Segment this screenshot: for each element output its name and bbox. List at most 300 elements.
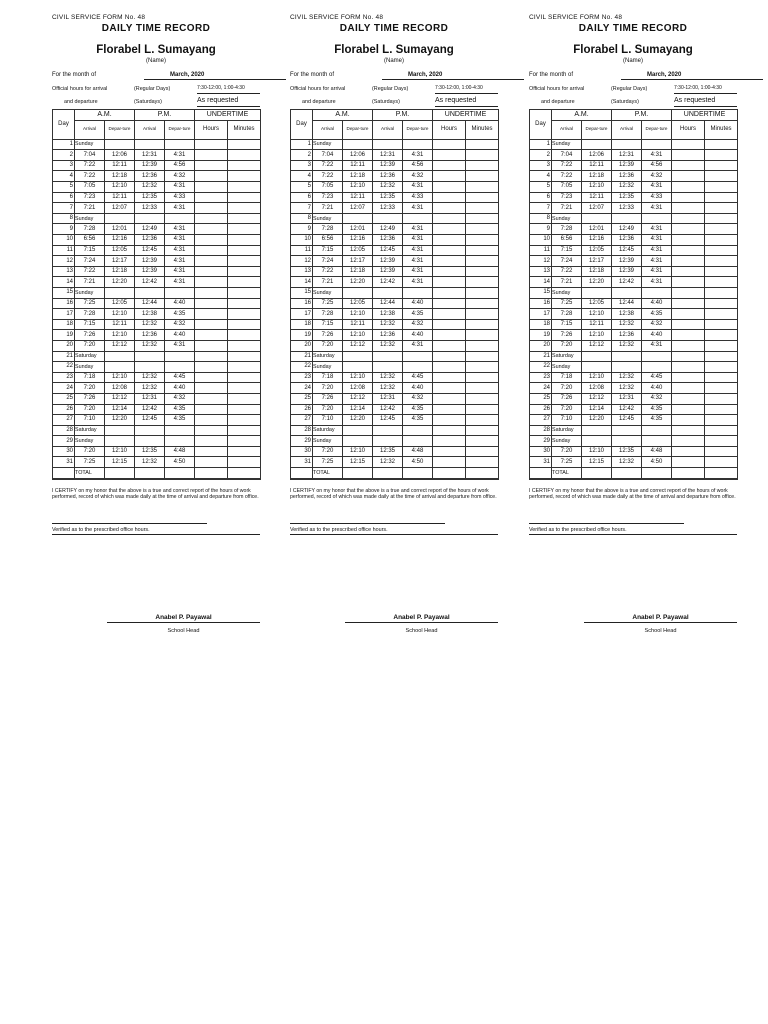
am-departure-cell: 12:14 xyxy=(343,404,373,415)
am-departure-cell: 12:10 xyxy=(582,309,612,320)
am-departure-cell: 12:18 xyxy=(343,266,373,277)
am-arrival-cell: 7:04 xyxy=(313,150,343,161)
am-arrival-cell: 7:18 xyxy=(313,372,343,383)
am-arrival-cell: 7:22 xyxy=(313,160,343,171)
table-row xyxy=(291,425,499,436)
pm-departure-cell: 4:40 xyxy=(642,383,672,394)
am-departure-cell: 12:20 xyxy=(105,415,135,426)
total-value-cell xyxy=(672,468,705,479)
am-arrival-header: Arrival xyxy=(313,120,343,139)
undertime-hours-cell xyxy=(195,150,228,161)
day-cell: 13 xyxy=(530,266,552,277)
pm-arrival-header: Arrival xyxy=(373,120,403,139)
am-departure-cell: 12:11 xyxy=(343,160,373,171)
table-row xyxy=(291,298,499,309)
undertime-minutes-cell xyxy=(705,160,738,171)
form-number: CIVIL SERVICE FORM No. 48 xyxy=(52,14,146,21)
am-arrival-cell: 7:28 xyxy=(313,224,343,235)
pm-departure-cell xyxy=(165,351,195,362)
form-title: DAILY TIME RECORD xyxy=(578,23,688,35)
table-row xyxy=(53,192,261,203)
am-arrival-cell: 7:20 xyxy=(552,383,582,394)
table-row xyxy=(530,192,738,203)
undertime-hours-cell xyxy=(433,298,466,309)
day-cell: 29 xyxy=(53,436,75,447)
am-arrival-cell: 7:28 xyxy=(552,224,582,235)
am-departure-cell: 12:11 xyxy=(582,160,612,171)
pm-arrival-cell: 12:32 xyxy=(373,372,403,383)
am-departure-cell xyxy=(105,425,135,436)
pm-arrival-cell: 12:31 xyxy=(373,393,403,404)
name-caption: (Name) xyxy=(383,58,404,65)
undertime-minutes-cell xyxy=(705,383,738,394)
undertime-minutes-cell xyxy=(466,277,499,288)
pm-arrival-cell: 12:32 xyxy=(373,457,403,468)
undertime-hours-cell xyxy=(433,404,466,415)
am-departure-cell: 12:06 xyxy=(343,150,373,161)
undertime-minutes-cell xyxy=(228,298,261,309)
pm-departure-cell xyxy=(403,287,433,298)
table-row xyxy=(53,393,261,404)
table-row xyxy=(530,383,738,394)
form-number: CIVIL SERVICE FORM No. 48 xyxy=(290,14,384,21)
am-arrival-cell: 7:20 xyxy=(552,404,582,415)
day-cell: 12 xyxy=(291,256,313,267)
day-cell: 27 xyxy=(53,415,75,426)
day-cell: 9 xyxy=(291,224,313,235)
pm-arrival-cell: 12:32 xyxy=(135,372,165,383)
am-departure-cell: 12:11 xyxy=(105,192,135,203)
pm-departure-cell: 4:31 xyxy=(642,340,672,351)
am-departure-cell: 12:18 xyxy=(105,266,135,277)
undertime-minutes-cell xyxy=(705,404,738,415)
table-row xyxy=(530,235,738,246)
pm-departure-cell: 4:50 xyxy=(642,457,672,468)
pm-arrival-cell: 12:32 xyxy=(373,383,403,394)
pm-departure-cell: 4:31 xyxy=(403,277,433,288)
undertime-minutes-header: Minutes xyxy=(228,120,261,139)
pm-departure-header: Depar-ture xyxy=(642,120,672,139)
undertime-hours-cell xyxy=(433,266,466,277)
am-departure-cell: 12:18 xyxy=(105,171,135,182)
pm-arrival-cell: 12:35 xyxy=(612,192,642,203)
pm-departure-cell: 4:32 xyxy=(642,319,672,330)
undertime-hours-cell xyxy=(672,235,705,246)
day-cell: 19 xyxy=(53,330,75,341)
am-arrival-cell: 7:10 xyxy=(552,415,582,426)
undertime-minutes-cell xyxy=(705,340,738,351)
day-cell: 24 xyxy=(530,383,552,394)
pm-departure-cell xyxy=(403,362,433,373)
pm-departure-cell: 4:33 xyxy=(165,192,195,203)
table-row xyxy=(291,393,499,404)
am-arrival-cell: 6:56 xyxy=(552,235,582,246)
employee-signature-line xyxy=(529,501,684,524)
pm-arrival-cell: 12:45 xyxy=(612,415,642,426)
day-cell: 19 xyxy=(291,330,313,341)
undertime-hours-cell xyxy=(195,171,228,182)
undertime-minutes-cell xyxy=(228,404,261,415)
day-cell: 18 xyxy=(291,319,313,330)
undertime-hours-header: Hours xyxy=(433,120,466,139)
undertime-minutes-cell xyxy=(228,182,261,193)
undertime-minutes-cell xyxy=(466,330,499,341)
pm-header: P.M. xyxy=(612,110,672,121)
day-cell: 21 xyxy=(291,351,313,362)
undertime-minutes-cell xyxy=(228,330,261,341)
table-row xyxy=(291,340,499,351)
pm-arrival-cell xyxy=(135,362,165,373)
regular-hours-value: 7:30-12:00, 1:00-4:30 xyxy=(435,86,498,94)
table-row xyxy=(530,256,738,267)
pm-departure-cell: 4:48 xyxy=(165,446,195,457)
undertime-hours-cell xyxy=(672,446,705,457)
am-departure-cell: 12:15 xyxy=(582,457,612,468)
am-arrival-cell: 7:15 xyxy=(75,319,105,330)
form-number: CIVIL SERVICE FORM No. 48 xyxy=(529,14,623,21)
undertime-hours-cell xyxy=(433,203,466,214)
table-row xyxy=(530,362,738,373)
am-departure-cell: 12:15 xyxy=(343,457,373,468)
pm-arrival-cell: 12:49 xyxy=(612,224,642,235)
undertime-minutes-cell xyxy=(705,182,738,193)
pm-arrival-cell: 12:42 xyxy=(612,277,642,288)
am-departure-cell: 12:20 xyxy=(105,277,135,288)
saturdays-label: (Saturdays) xyxy=(611,99,639,106)
day-cell: 12 xyxy=(530,256,552,267)
pm-departure-cell: 4:35 xyxy=(642,404,672,415)
day-cell: 11 xyxy=(53,245,75,256)
total-value-cell xyxy=(343,468,373,479)
undertime-minutes-cell xyxy=(228,203,261,214)
pm-arrival-cell: 12:42 xyxy=(373,404,403,415)
pm-departure-cell: 4:33 xyxy=(403,192,433,203)
undertime-minutes-cell xyxy=(705,256,738,267)
pm-departure-cell: 4:31 xyxy=(165,150,195,161)
undertime-minutes-cell xyxy=(705,446,738,457)
day-cell: 25 xyxy=(291,393,313,404)
am-arrival-cell: 7:23 xyxy=(313,192,343,203)
day-cell: 9 xyxy=(530,224,552,235)
undertime-minutes-cell xyxy=(705,266,738,277)
pm-departure-cell: 4:31 xyxy=(165,182,195,193)
pm-departure-cell: 4:31 xyxy=(642,203,672,214)
am-arrival-cell: 7:15 xyxy=(75,245,105,256)
day-cell: 7 xyxy=(291,203,313,214)
pm-departure-cell: 4:31 xyxy=(403,340,433,351)
undertime-hours-cell xyxy=(672,404,705,415)
am-arrival-cell: 7:20 xyxy=(313,404,343,415)
undertime-hours-cell xyxy=(672,298,705,309)
table-row xyxy=(291,213,499,224)
undertime-hours-cell xyxy=(433,150,466,161)
am-departure-cell: 12:10 xyxy=(582,330,612,341)
am-departure-cell xyxy=(582,436,612,447)
day-cell: 20 xyxy=(53,340,75,351)
day-cell: 7 xyxy=(53,203,75,214)
undertime-minutes-cell xyxy=(228,309,261,320)
undertime-hours-cell xyxy=(433,139,466,150)
saturday-hours-value: As requested xyxy=(435,97,498,107)
pm-arrival-cell: 12:38 xyxy=(135,309,165,320)
am-departure-cell: 12:05 xyxy=(582,298,612,309)
table-row xyxy=(53,266,261,277)
undertime-hours-cell xyxy=(195,235,228,246)
day-note-cell: Saturday xyxy=(552,351,582,362)
pm-arrival-cell: 12:44 xyxy=(612,298,642,309)
am-departure-cell xyxy=(343,287,373,298)
undertime-hours-cell xyxy=(672,213,705,224)
pm-arrival-cell: 12:33 xyxy=(373,203,403,214)
undertime-hours-cell xyxy=(195,287,228,298)
undertime-hours-cell xyxy=(195,446,228,457)
day-cell: 15 xyxy=(291,287,313,298)
month-label: For the month of xyxy=(290,72,335,79)
undertime-minutes-cell xyxy=(466,203,499,214)
pm-departure-cell: 4:45 xyxy=(642,372,672,383)
day-note-cell: Saturday xyxy=(313,425,343,436)
table-row xyxy=(291,383,499,394)
table-row xyxy=(291,192,499,203)
pm-arrival-cell: 12:32 xyxy=(135,383,165,394)
pm-arrival-cell: 12:42 xyxy=(612,404,642,415)
undertime-hours-cell xyxy=(433,192,466,203)
pm-arrival-cell: 12:31 xyxy=(135,393,165,404)
pm-departure-cell: 4:31 xyxy=(642,150,672,161)
pm-departure-header: Depar-ture xyxy=(403,120,433,139)
undertime-minutes-header: Minutes xyxy=(705,120,738,139)
pm-arrival-cell: 12:36 xyxy=(612,171,642,182)
day-cell: 8 xyxy=(530,213,552,224)
undertime-minutes-cell xyxy=(228,277,261,288)
day-note-cell: Sunday xyxy=(75,362,105,373)
undertime-minutes-cell xyxy=(466,266,499,277)
pm-departure-cell: 4:32 xyxy=(642,393,672,404)
total-value-cell xyxy=(373,468,403,479)
am-departure-cell: 12:18 xyxy=(582,266,612,277)
official-hours-row xyxy=(529,81,737,97)
am-arrival-cell: 7:15 xyxy=(313,319,343,330)
table-row xyxy=(291,277,499,288)
pm-arrival-cell: 12:36 xyxy=(373,235,403,246)
pm-arrival-cell: 12:42 xyxy=(135,277,165,288)
pm-arrival-cell: 12:32 xyxy=(373,319,403,330)
am-departure-cell: 12:20 xyxy=(343,277,373,288)
name-caption: (Name) xyxy=(145,58,166,65)
total-value-cell xyxy=(582,468,612,479)
am-departure-cell: 12:07 xyxy=(105,203,135,214)
pm-arrival-cell: 12:33 xyxy=(612,203,642,214)
undertime-hours-cell xyxy=(672,425,705,436)
month-value: March, 2020 xyxy=(144,72,286,80)
pm-departure-cell: 4:48 xyxy=(403,446,433,457)
pm-departure-cell: 4:31 xyxy=(403,245,433,256)
certification-text: I CERTIFY on my honor that the above is a true and correct report of the hours of work performed, record of which was made daily at the time of arrival and departure from office. xyxy=(290,487,497,501)
dtr-form-3 xyxy=(529,14,737,634)
pm-arrival-cell: 12:32 xyxy=(612,372,642,383)
pm-arrival-cell: 12:44 xyxy=(135,298,165,309)
pm-departure-cell: 4:31 xyxy=(403,224,433,235)
am-arrival-cell: 7:28 xyxy=(75,309,105,320)
day-cell: 22 xyxy=(291,362,313,373)
am-arrival-cell: 7:26 xyxy=(75,330,105,341)
day-cell: 18 xyxy=(53,319,75,330)
am-arrival-cell: 7:22 xyxy=(313,266,343,277)
verified-text: Verified as to the prescribed office hours. xyxy=(52,527,260,535)
undertime-minutes-cell xyxy=(466,393,499,404)
pm-arrival-cell: 12:31 xyxy=(612,150,642,161)
undertime-hours-cell xyxy=(672,256,705,267)
pm-departure-cell: 4:31 xyxy=(165,266,195,277)
am-arrival-cell: 7:21 xyxy=(552,277,582,288)
am-arrival-cell: 7:22 xyxy=(313,171,343,182)
school-head-title: School Head xyxy=(644,628,677,634)
day-cell: 3 xyxy=(291,160,313,171)
am-arrival-cell: 7:21 xyxy=(75,277,105,288)
pm-departure-cell xyxy=(165,362,195,373)
pm-departure-cell xyxy=(642,287,672,298)
saturdays-label: (Saturdays) xyxy=(372,99,400,106)
am-departure-cell xyxy=(343,362,373,373)
total-value-cell xyxy=(466,468,499,479)
total-blank-cell xyxy=(530,468,552,479)
day-cell: 17 xyxy=(530,309,552,320)
pm-departure-cell: 4:31 xyxy=(403,150,433,161)
table-row xyxy=(530,319,738,330)
departure-label: and departure xyxy=(302,99,336,106)
undertime-hours-cell xyxy=(195,309,228,320)
day-cell: 10 xyxy=(530,235,552,246)
am-arrival-cell: 7:20 xyxy=(75,404,105,415)
table-row xyxy=(53,160,261,171)
day-cell: 1 xyxy=(291,139,313,150)
day-cell: 15 xyxy=(53,287,75,298)
pm-arrival-cell: 12:39 xyxy=(373,266,403,277)
am-departure-cell: 12:12 xyxy=(582,340,612,351)
day-note-cell: Sunday xyxy=(313,436,343,447)
day-note-cell: Sunday xyxy=(552,213,582,224)
undertime-hours-cell xyxy=(195,213,228,224)
table-row xyxy=(530,266,738,277)
pm-arrival-cell xyxy=(135,213,165,224)
undertime-hours-cell xyxy=(672,160,705,171)
day-cell: 25 xyxy=(530,393,552,404)
pm-departure-cell: 4:45 xyxy=(403,372,433,383)
table-row xyxy=(530,171,738,182)
undertime-hours-cell xyxy=(195,182,228,193)
school-head-name: Anabel P. Payawal xyxy=(107,614,260,623)
undertime-minutes-cell xyxy=(705,319,738,330)
am-arrival-cell: 7:10 xyxy=(313,415,343,426)
am-arrival-cell: 7:25 xyxy=(313,298,343,309)
pm-departure-cell: 4:35 xyxy=(165,309,195,320)
pm-arrival-cell: 12:39 xyxy=(135,266,165,277)
table-row xyxy=(53,256,261,267)
am-arrival-cell: 7:24 xyxy=(313,256,343,267)
table-row xyxy=(291,457,499,468)
pm-departure-cell: 4:31 xyxy=(165,256,195,267)
undertime-minutes-cell xyxy=(466,245,499,256)
undertime-hours-header: Hours xyxy=(195,120,228,139)
am-departure-cell xyxy=(582,139,612,150)
day-cell: 31 xyxy=(291,457,313,468)
undertime-minutes-cell xyxy=(228,372,261,383)
pm-departure-cell: 4:56 xyxy=(403,160,433,171)
table-row xyxy=(530,415,738,426)
undertime-hours-cell xyxy=(433,383,466,394)
table-row xyxy=(53,362,261,373)
table-row xyxy=(53,372,261,383)
pm-arrival-cell: 12:39 xyxy=(373,160,403,171)
undertime-hours-cell xyxy=(433,182,466,193)
day-note-cell: Sunday xyxy=(552,436,582,447)
pm-arrival-cell: 12:31 xyxy=(612,393,642,404)
am-arrival-cell: 7:18 xyxy=(75,372,105,383)
pm-departure-cell: 4:32 xyxy=(642,171,672,182)
pm-arrival-cell: 12:32 xyxy=(612,319,642,330)
am-departure-cell: 12:12 xyxy=(343,340,373,351)
undertime-hours-cell xyxy=(433,425,466,436)
undertime-hours-cell xyxy=(195,404,228,415)
pm-arrival-cell: 12:32 xyxy=(135,340,165,351)
am-departure-cell: 12:10 xyxy=(582,446,612,457)
pm-departure-cell xyxy=(165,287,195,298)
pm-arrival-cell xyxy=(612,139,642,150)
total-value-cell xyxy=(433,468,466,479)
am-arrival-cell: 7:20 xyxy=(313,340,343,351)
pm-departure-cell: 4:31 xyxy=(642,256,672,267)
table-row xyxy=(53,277,261,288)
undertime-minutes-header: Minutes xyxy=(466,120,499,139)
undertime-hours-cell xyxy=(195,319,228,330)
am-departure-cell xyxy=(105,213,135,224)
employee-name: Florabel L. Sumayang xyxy=(334,43,454,56)
am-arrival-cell: 7:05 xyxy=(313,182,343,193)
undertime-minutes-cell xyxy=(228,245,261,256)
am-arrival-header: Arrival xyxy=(75,120,105,139)
month-row xyxy=(529,70,737,81)
undertime-minutes-cell xyxy=(228,393,261,404)
pm-header: P.M. xyxy=(135,110,195,121)
day-note-cell: Sunday xyxy=(552,362,582,373)
day-cell: 28 xyxy=(291,425,313,436)
am-arrival-cell: 7:21 xyxy=(75,203,105,214)
pm-arrival-cell: 12:49 xyxy=(373,224,403,235)
am-departure-cell: 12:10 xyxy=(343,446,373,457)
undertime-hours-cell xyxy=(433,309,466,320)
pm-departure-cell xyxy=(403,351,433,362)
table-row xyxy=(530,457,738,468)
table-row xyxy=(291,362,499,373)
table-row xyxy=(53,404,261,415)
pm-arrival-cell: 12:36 xyxy=(135,330,165,341)
am-departure-cell: 12:11 xyxy=(343,192,373,203)
table-row xyxy=(291,203,499,214)
undertime-minutes-cell xyxy=(466,139,499,150)
total-value-cell xyxy=(105,468,135,479)
undertime-minutes-cell xyxy=(466,446,499,457)
am-departure-cell: 12:08 xyxy=(582,383,612,394)
pm-departure-cell xyxy=(642,362,672,373)
pm-arrival-cell: 12:36 xyxy=(373,171,403,182)
undertime-minutes-cell xyxy=(705,436,738,447)
pm-departure-cell: 4:40 xyxy=(403,298,433,309)
day-cell: 25 xyxy=(53,393,75,404)
time-record-table xyxy=(290,109,499,480)
table-row xyxy=(530,393,738,404)
undertime-minutes-cell xyxy=(466,287,499,298)
day-cell: 1 xyxy=(530,139,552,150)
